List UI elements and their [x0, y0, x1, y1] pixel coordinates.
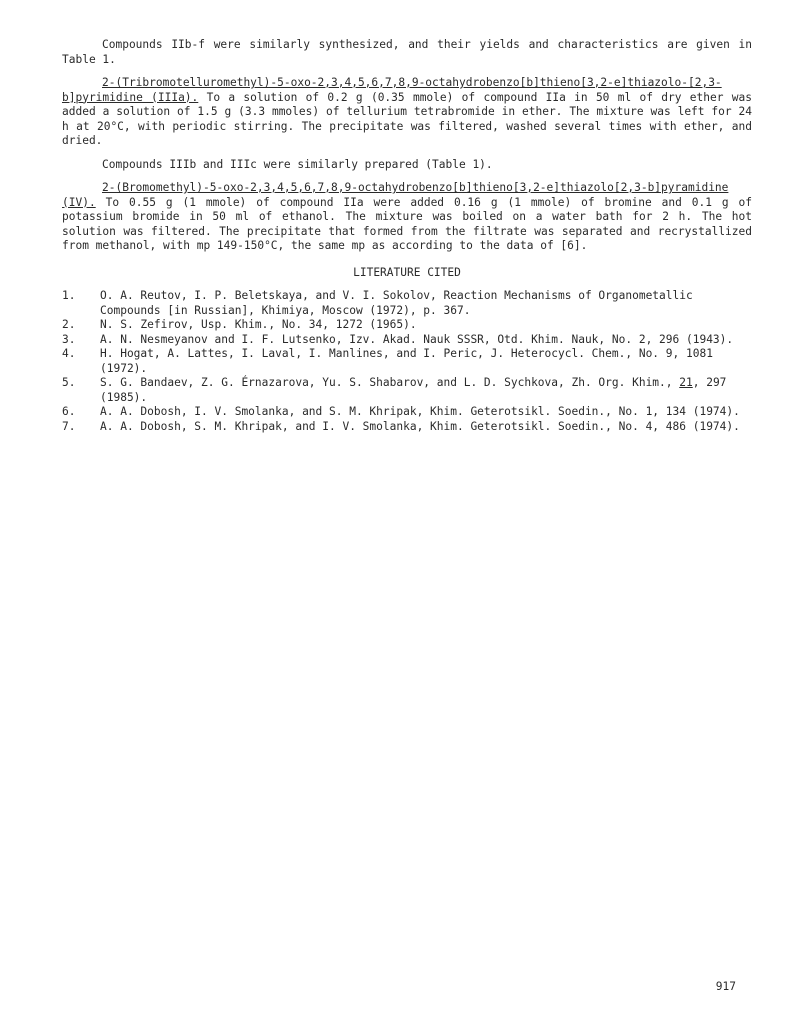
compound-title-iv: 2-(Bromomethyl)-5-oxo-2,3,4,5,6,7,8,9-octahydrobenzo[b]thieno[3,2-e]thiazolo[2,3-b]pyramidine (IV).: [62, 181, 729, 209]
literature-cited-heading: LITERATURE CITED: [353, 265, 461, 279]
reference-number: 6.: [62, 405, 76, 418]
paragraph-compounds-iib-f: Compounds IIb-f were similarly synthesized, and their yields and characteristics are given in Table 1.: [62, 38, 752, 66]
reference-number: 7.: [62, 419, 76, 433]
reference-list: [62, 289, 752, 434]
compound-title-iiia: 2-(Tribromotelluromethyl)-5-oxo-2,3,4,5,6,7,8,9-octahydrobenzo[b]thieno[3,2-e]thiazolo-[2,3-b]pyrimidine (IIIa).: [62, 76, 722, 104]
page-number: 917: [715, 980, 736, 993]
reference-text: O. A. Reutov, I. P. Beletskaya, and V. I. Sokolov, Reaction Mechanisms of Organometallic Compounds [in Russian], Khimiya, Moscow (1972), p. 367.: [100, 289, 693, 317]
reference-number: 2.: [62, 318, 76, 331]
reference-text: A. A. Dobosh, I. V. Smolanka, and S. M. Khripak, Khim. Geterotsikl. Soedin., No. 1, 134 (1974).: [100, 405, 740, 418]
reference-text: [100, 376, 752, 405]
paragraph-synthesis-iv: [62, 181, 752, 254]
paragraph-synthesis-iiia: [62, 76, 752, 149]
reference-text: N. S. Zefirov, Usp. Khim., No. 34, 1272 (1965).: [100, 318, 417, 331]
reference-number: 3.: [62, 332, 76, 346]
reference-volume: 21: [679, 376, 693, 389]
reference-number: 5.: [62, 376, 76, 389]
reference-text-authors: S. G. Bandaev, Z. G. Érnazarova, Yu. S. Shabarov, and L. D. Sychkova, Zh. Org. Khim.,: [100, 376, 680, 389]
procedure-text-iv: To 0.55 g (1 mmole) of compound IIa were added 0.16 g (1 mmole) of bromine and 0.1 g of potassium bromide in 50 ml of ethanol. The mixture was boiled on a water bath for 2 h. The hot solution was filtered. The precipitate that formed from the filtrate was separated and recrystallized from methanol, with mp 149-150°C, the same mp as according to the data of [6].: [62, 195, 752, 252]
reference-text-pages: , 297 (1985).: [100, 376, 727, 404]
article-body: [62, 38, 752, 434]
reference-item: [62, 376, 752, 405]
procedure-text-iiia: To a solution of 0.2 g (0.35 mmole) of compound IIa in 50 ml of dry ether was added a solution of 1.5 g (3.3 mmoles) of tellurium tetrabromide in ether. The mixture was left for 24 h at 20°C, with periodic stirring. The precipitate was filtered, washed several times with ether, and dried.: [62, 90, 752, 147]
reference-item: [62, 318, 752, 333]
reference-text: A. N. Nesmeyanov and I. F. Lutsenko, Izv. Akad. Nauk SSSR, Otd. Khim. Nauk, No. 2, 296 (1943).: [100, 332, 734, 346]
reference-number: 1.: [62, 289, 76, 302]
reference-item: [62, 289, 752, 318]
reference-number: 4.: [62, 347, 76, 360]
reference-item: [62, 347, 752, 376]
reference-item: [62, 420, 752, 435]
reference-text: A. A. Dobosh, S. M. Khripak, and I. V. Smolanka, Khim. Geterotsikl. Soedin., No. 4, 486 (1974).: [100, 419, 740, 433]
reference-item: [62, 333, 752, 348]
reference-text: H. Hogat, A. Lattes, I. Laval, I. Manlines, and I. Peric, J. Heterocycl. Chem., No. 9, 1081 (1972).: [100, 347, 713, 375]
paragraph-compounds-iiib-iiic: Compounds IIIb and IIIc were similarly prepared (Table 1).: [102, 157, 493, 171]
reference-item: [62, 405, 752, 420]
